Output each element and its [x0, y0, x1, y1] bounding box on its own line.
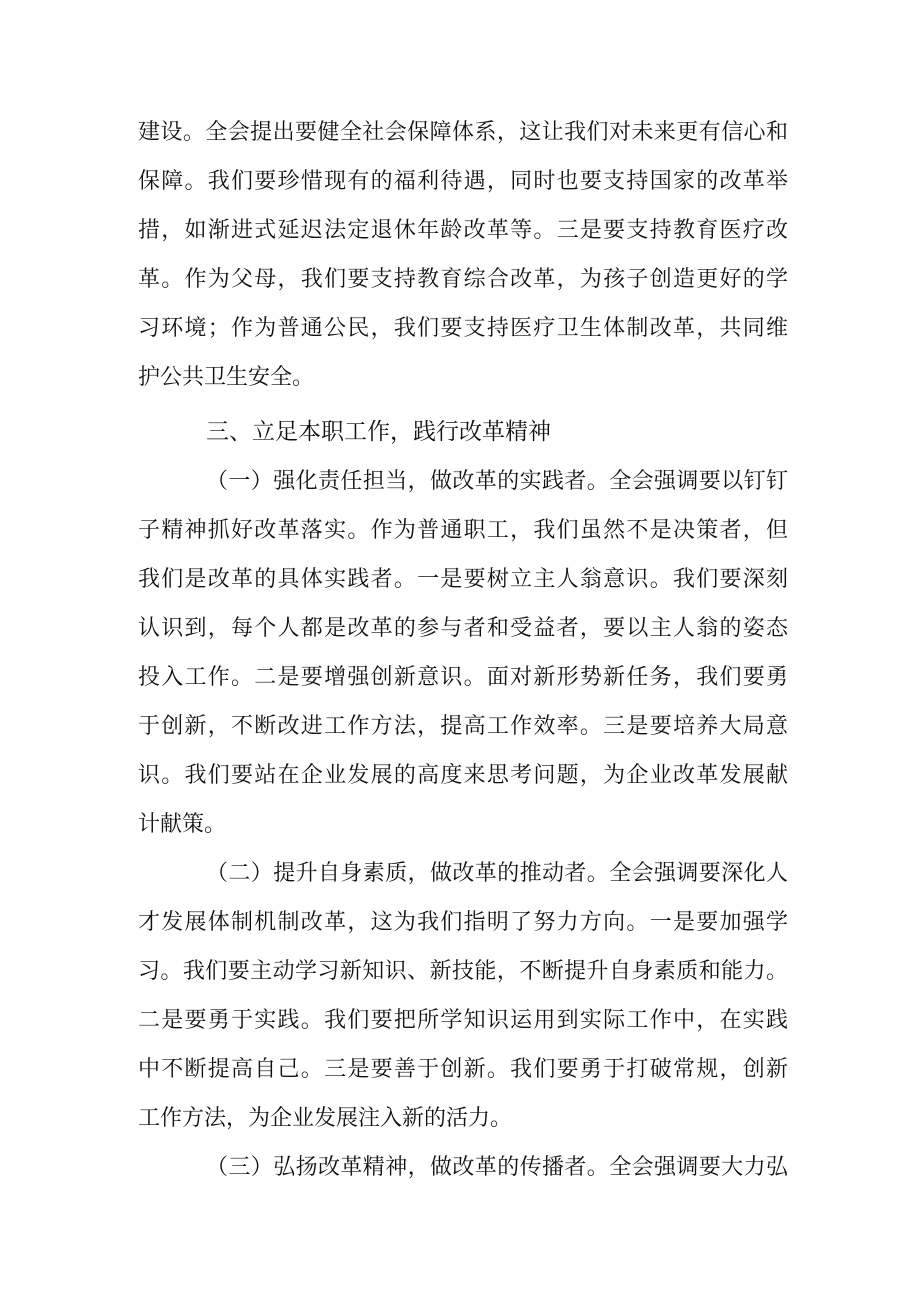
text-line: 保障。我们要珍惜现有的福利待遇，同时也要支持国家的改革举 [138, 169, 788, 194]
text-line: 子精神抓好改革落实。作为普通职工，我们虽然不是决策者，但 [138, 518, 788, 543]
text-line: （三）弘扬改革精神，做改革的传播者。全会强调要大力弘 [206, 1155, 788, 1180]
section-body [138, 408, 788, 1192]
text-line: 识。我们要站在企业发展的高度来思考问题，为企业改革发展献 [138, 763, 788, 788]
text-line: 投入工作。二是要增强创新意识。面对新形势新任务，我们要勇 [138, 665, 788, 690]
text-line: 革。作为父母，我们要支持教育综合改革，为孩子创造更好的学 [138, 267, 788, 292]
text-line: 认识到，每个人都是改革的参与者和受益者，要以主人翁的姿态 [138, 616, 788, 641]
text-line: 二是要勇于实践。我们要把所学知识运用到实际工作中，在实践 [138, 1008, 788, 1033]
text-line: （二）提升自身素质，做改革的推动者。全会强调要深化人 [206, 861, 788, 886]
text-line: 计献策。 [138, 812, 227, 837]
text-line: 护公共卫生安全。 [138, 365, 315, 390]
text-line: （一）强化责任担当，做改革的实践者。全会强调要以钉钉 [206, 469, 788, 494]
text-line: 习环境；作为普通公民，我们要支持医疗卫生体制改革，共同维 [138, 316, 788, 341]
text-line: 才发展体制机制改革，这为我们指明了努力方向。一是要加强学 [138, 910, 788, 935]
text-line: 于创新，不断改进工作方法，提高工作效率。三是要培养大局意 [138, 714, 788, 739]
text-line: 习。我们要主动学习新知识、新技能，不断提升自身素质和能力。 [138, 959, 788, 984]
section-heading: 三、立足本职工作，践行改革精神 [206, 419, 551, 445]
text-line: 建设。全会提出要健全社会保障体系，这让我们对未来更有信心和 [138, 120, 788, 145]
text-line: 中不断提高自己。三是要善于创新。我们要勇于打破常规，创新 [138, 1057, 788, 1082]
text-line: 我们是改革的具体实践者。一是要树立主人翁意识。我们要深刻 [138, 567, 788, 592]
text-line: 工作方法，为企业发展注入新的活力。 [138, 1106, 513, 1131]
paragraph-continuation [138, 108, 788, 402]
text-line: 措，如渐进式延迟法定退休年龄改革等。三是要支持教育医疗改 [138, 218, 788, 243]
